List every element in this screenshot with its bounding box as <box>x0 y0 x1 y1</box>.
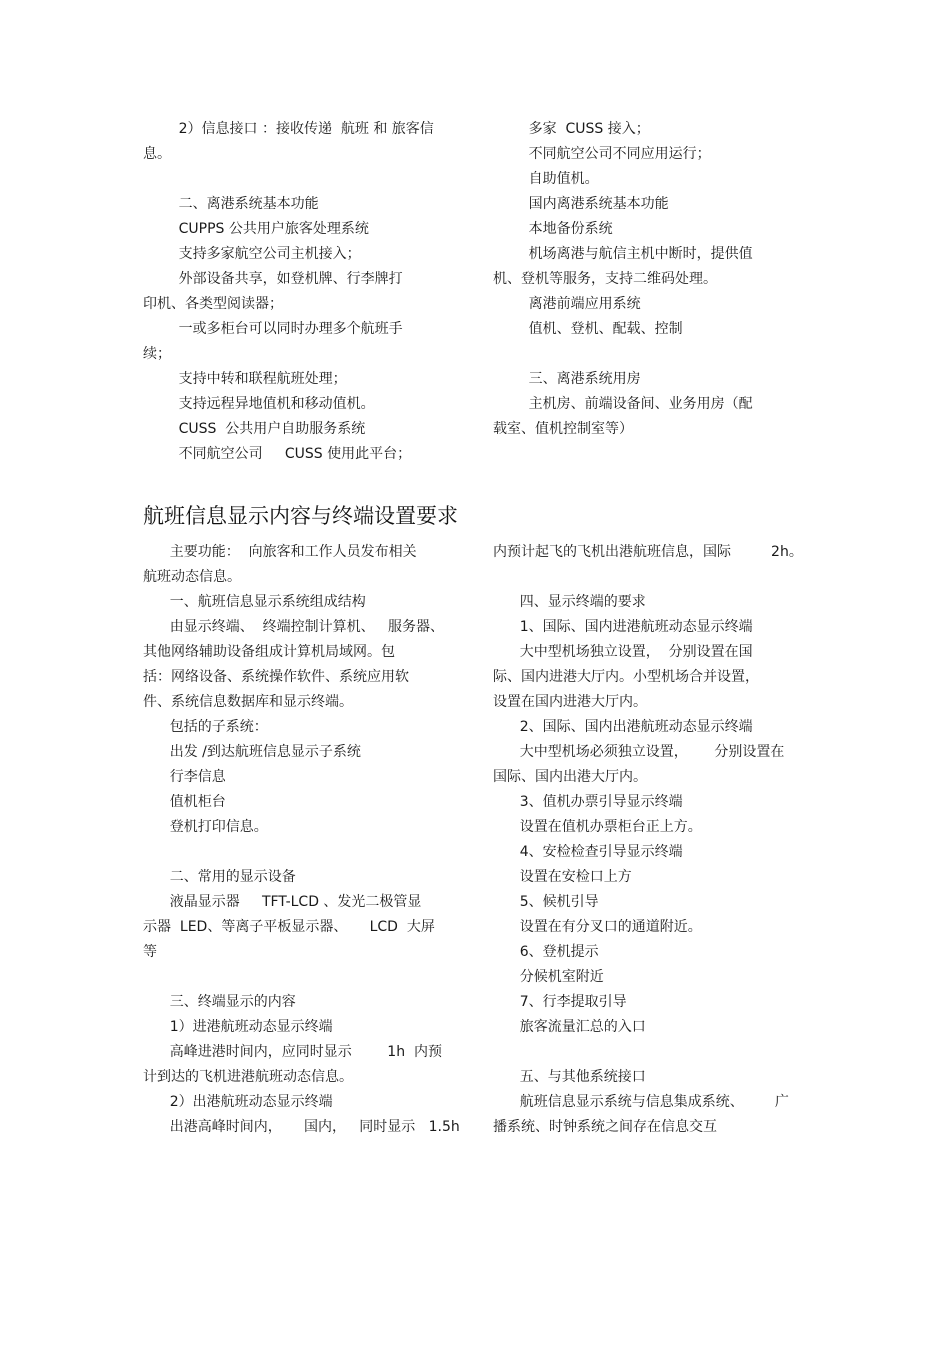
text-line: 内预计起飞的飞机出港航班信息，国际 2h。 <box>493 544 803 560</box>
text-line: 支持多家航空公司主机接入； <box>143 246 361 262</box>
text-line: 2、国际、国内出港航班动态显示终端 <box>493 719 753 735</box>
text-line: 行李信息 <box>143 769 226 785</box>
section1-left-column <box>143 117 473 467</box>
text-line: 二、离港系统基本功能 <box>143 196 319 212</box>
text-line: 2）信息接口 ：接收传递 航班 和 旅客信 <box>143 121 434 137</box>
text-line: 计到达的飞机进港航班动态信息。 <box>143 1069 353 1085</box>
text-line: 支持远程异地值机和移动值机。 <box>143 396 375 412</box>
blank-line <box>493 565 823 590</box>
text-line: 不同航空公司 CUSS 使用此平台； <box>143 446 412 462</box>
text-line: 载室、值机控制室等） <box>493 421 633 437</box>
text-line: 四、显示终端的要求 <box>493 594 646 610</box>
text-line: 机、登机等服务，支持二维码处理。 <box>493 271 717 287</box>
text-line: 自助值机。 <box>493 171 599 187</box>
section2-right-column <box>493 540 823 1140</box>
blank-line <box>143 965 473 990</box>
text-line: 件、系统信息数据库和显示终端。 <box>143 694 353 710</box>
text-line: 国际、国内出港大厅内。 <box>493 769 647 785</box>
text-line: 5、候机引导 <box>493 894 599 910</box>
text-line: 三、终端显示的内容 <box>143 994 296 1010</box>
text-line: 登机打印信息。 <box>143 819 268 835</box>
text-line: 国内离港系统基本功能 <box>493 196 669 212</box>
text-line: 续； <box>143 346 171 362</box>
text-line: CUPPS 公共用户旅客处理系统 <box>143 221 369 237</box>
text-line: 设置在国内进港大厅内。 <box>493 694 647 710</box>
text-line: 多家 CUSS 接入； <box>493 121 650 137</box>
text-line: 际、国内进港大厅内。小型机场合并设置， <box>493 669 759 685</box>
text-line: 航班动态信息。 <box>143 569 241 585</box>
text-line: 1、国际、国内进港航班动态显示终端 <box>493 619 753 635</box>
section-heading: 航班信息显示内容与终端设置要求 <box>143 504 458 528</box>
text-line: 播系统、时钟系统之间存在信息交互 <box>493 1119 717 1135</box>
text-line: 高峰进港时间内，应同时显示 1h 内预 <box>143 1044 442 1060</box>
text-line: 旅客流量汇总的入口 <box>493 1019 646 1035</box>
text-line: 分候机室附近 <box>493 969 604 985</box>
text-line: 等 <box>143 944 157 960</box>
blank-line <box>493 1040 823 1065</box>
text-line: 示器 LED、等离子平板显示器、 LCD 大屏 <box>143 919 435 935</box>
text-line: 由显示终端、 终端控制计算机、 服务器、 <box>143 619 444 635</box>
text-line: 7、行李提取引导 <box>493 994 627 1010</box>
text-line: 五、与其他系统接口 <box>493 1069 646 1085</box>
text-line: 机场离港与航信主机中断时，提供值 <box>493 246 753 262</box>
text-line: 3、值机办票引导显示终端 <box>493 794 683 810</box>
text-line: 液晶显示器 TFT-LCD 、发光二极管显 <box>143 894 422 910</box>
text-line: 三、离港系统用房 <box>493 371 641 387</box>
text-line: 设置在值机办票柜台正上方。 <box>493 819 702 835</box>
text-line: 一、航班信息显示系统组成结构 <box>143 594 366 610</box>
text-line: 括：网络设备、系统操作软件、系统应用软 <box>143 669 409 685</box>
text-line: 出发 /到达航班信息显示子系统 <box>143 744 361 760</box>
text-line: 不同航空公司不同应用运行； <box>493 146 711 162</box>
blank-line <box>143 167 473 192</box>
text-line: 本地备份系统 <box>493 221 613 237</box>
text-line: 二、常用的显示设备 <box>143 869 296 885</box>
text-line: 航班信息显示系统与信息集成系统、 广 <box>493 1094 789 1110</box>
blank-line <box>493 342 823 367</box>
text-line: 主机房、前端设备间、业务用房（配 <box>493 396 753 412</box>
text-line: 印机、各类型阅读器； <box>143 296 283 312</box>
text-line: 大中型机场必须独立设置， 分别设置在 <box>493 744 785 760</box>
text-line: 2）出港航班动态显示终端 <box>143 1094 333 1110</box>
text-line: 4、安检检查引导显示终端 <box>493 844 683 860</box>
text-line: 大中型机场独立设置， 分别设置在国 <box>493 644 753 660</box>
text-line: 出港高峰时间内， 国内， 同时显示 1.5h <box>143 1119 460 1135</box>
section2-left-column <box>143 540 473 1140</box>
text-line: 6、登机提示 <box>493 944 599 960</box>
text-line: 1）进港航班动态显示终端 <box>143 1019 333 1035</box>
text-line: 包括的子系统： <box>143 719 268 735</box>
text-line: 支持中转和联程航班处理； <box>143 371 347 387</box>
text-line: 其他网络辅助设备组成计算机局域网。包 <box>143 644 395 660</box>
text-line: 一或多柜台可以同时办理多个航班手 <box>143 321 403 337</box>
text-line: 值机柜台 <box>143 794 226 810</box>
text-line: 设置在有分叉口的通道附近。 <box>493 919 702 935</box>
text-line: 息。 <box>143 146 171 162</box>
blank-line <box>143 840 473 865</box>
text-line: 值机、登机、配载、控制 <box>493 321 683 337</box>
text-line: 设置在安检口上方 <box>493 869 632 885</box>
text-line: CUSS 公共用户自助服务系统 <box>143 421 366 437</box>
section1-right-column <box>493 117 823 442</box>
text-line: 主要功能： 向旅客和工作人员发布相关 <box>143 544 417 560</box>
text-line: 离港前端应用系统 <box>493 296 641 312</box>
text-line: 外部设备共享，如登机牌、行李牌打 <box>143 271 403 287</box>
